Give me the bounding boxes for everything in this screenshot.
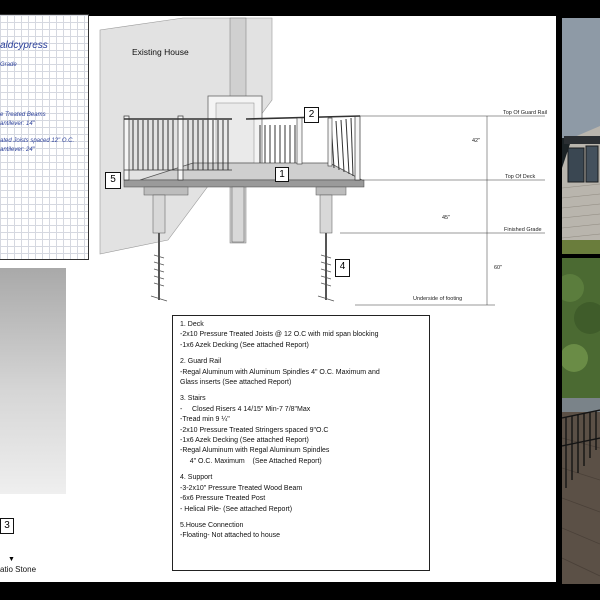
notes-heading-guard-rail: 2. Guard Rail: [180, 358, 222, 366]
callout-5: 5: [105, 172, 121, 189]
window-2: [586, 146, 598, 182]
photo-divider: [562, 254, 600, 258]
post-mid: [232, 187, 244, 242]
notes-line: 4" O.C. Maximum (See Attached Report): [180, 457, 322, 465]
sky: [562, 18, 600, 138]
notes-section-house-connection: [180, 521, 422, 542]
patio-stone-arrow: ▼: [8, 556, 15, 563]
label-top-of-guard-rail: Top Of Guard Rail: [503, 110, 548, 116]
notes-section-deck: [180, 320, 422, 351]
deck-fascia: [562, 398, 600, 412]
notes-heading-house-connection: 5.House Connection: [180, 521, 244, 529]
grid-note-beams: e Treated Beams: [0, 112, 46, 118]
notes-heading-deck: 1. Deck: [180, 321, 204, 328]
post-left: [153, 195, 165, 233]
notes-line: -2x10 Pressure Treated Joists @ 12 O.C with mid span blocking: [180, 331, 379, 339]
deck-elevation-drawing: [0, 0, 556, 320]
notes-heading-support: 4. Support: [180, 474, 213, 482]
notes-section-guard-rail: [180, 357, 422, 388]
notes-heading-stairs: 3. Stairs: [180, 395, 206, 403]
notes-line: -Tread min 9 ¼": [180, 416, 230, 424]
rail-post-inner: [297, 118, 302, 164]
construction-notes: [172, 315, 430, 571]
callout-2: 2: [304, 107, 319, 123]
dim-deck-height: 45": [442, 215, 451, 221]
photo-strip: [562, 18, 600, 584]
grass: [562, 240, 600, 254]
notes-line: -Floating- Not attached to house: [180, 532, 281, 540]
notes-line: -6x6 Pressure Treated Post: [180, 495, 266, 503]
dark-trim: [564, 136, 600, 144]
deck-rim: [124, 180, 364, 187]
notes-line: -Regal Aluminum with Regal Aluminum Spindles: [180, 447, 330, 455]
notes-line: - Closed Risers 4 14/15" Min-7 7/8"Max: [180, 405, 311, 413]
beam-right: [316, 187, 346, 195]
label-underside-of-footing: Underside of footing: [413, 296, 463, 302]
notes-line: - Helical Pile- (See attached Report): [180, 505, 293, 513]
beam-left: [144, 187, 188, 195]
notes-line: Glass inserts (See attached Report): [180, 379, 292, 387]
deck-floor: [562, 412, 600, 584]
deck-photos: [562, 18, 600, 584]
label-finished-grade: Finished Grade: [504, 227, 542, 233]
notes-section-support: [180, 473, 422, 515]
top-rail-right: [246, 116, 360, 119]
grid-title: aldcypress: [0, 40, 48, 51]
notes-section-stairs: [180, 394, 422, 467]
window: [568, 148, 584, 182]
notes-line: -Regal Aluminum with Aluminum Spindles 4" O.C. Maximum and: [180, 368, 380, 376]
door-panel: [216, 103, 254, 163]
dim-footing-depth: 60": [494, 265, 503, 271]
dim-rail-height: 42": [472, 138, 481, 144]
callout-3: 3: [0, 518, 14, 534]
existing-house-label: Existing House: [132, 47, 189, 57]
notes-line: -1x6 Azek Decking (See attached Report): [180, 437, 309, 445]
patio-stone-label: atio Stone: [0, 565, 37, 574]
house-siding: [562, 126, 600, 250]
rail-post-corner: [328, 118, 332, 166]
label-top-of-deck: Top Of Deck: [505, 174, 536, 180]
rail-post-3: [355, 116, 360, 180]
notes-line: -3-2x10" Pressure Treated Wood Beam: [180, 484, 303, 492]
notes-line: -1x6 Azek Decking (See attached Report): [180, 341, 309, 349]
callout-1: 1: [275, 167, 289, 182]
grid-note-joists: ated Joists spaced 12" O.C.: [0, 138, 75, 144]
grid-note-grade: Grade: [0, 62, 17, 68]
post-right: [320, 195, 332, 233]
grid-note-beam-cantilever: antilever: 14": [0, 121, 35, 127]
notes-line: -2x10 Pressure Treated Stringers spaced 9"O.C: [180, 426, 329, 434]
grid-note-joist-cantilever: antilever: 24": [0, 147, 35, 153]
callout-4: 4: [335, 259, 350, 277]
